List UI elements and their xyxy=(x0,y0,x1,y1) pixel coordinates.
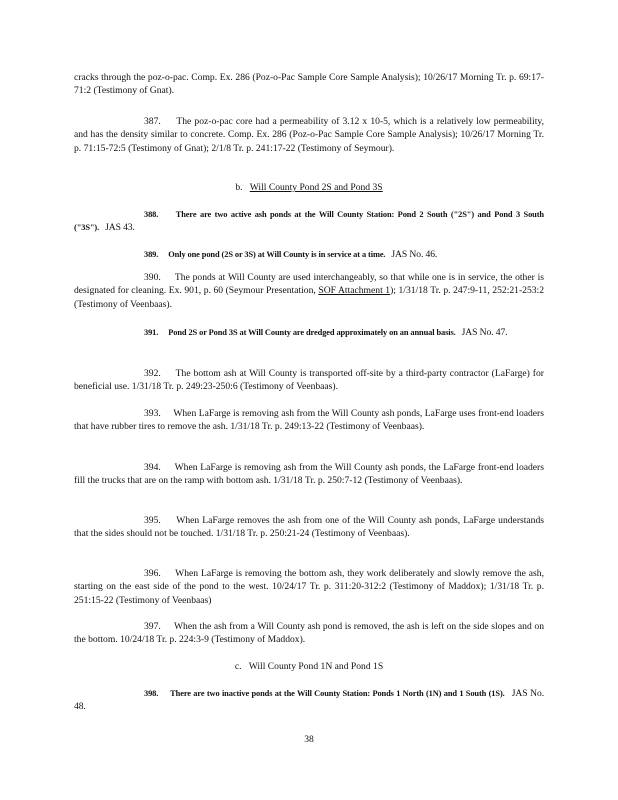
paragraph-number: 398. xyxy=(144,689,159,698)
heading-title: Will County Pond 1N and Pond 1S xyxy=(248,661,384,672)
paragraph-reference: JAS No. 48. xyxy=(74,688,544,713)
paragraph-number: 392. xyxy=(144,368,161,379)
heading-title: Will County Pond 2S and Pond 3S xyxy=(249,182,383,193)
paragraph-text: When the ash from a Will County ash pond is removed, the ash is left on the side slopes and on the bottom. 10/24/18 Tr. p. 224:3-9 (Testimony of Maddox). xyxy=(74,621,544,646)
paragraph-text: There are two inactive ponds at the Will County Station: Ponds 1 North (1N) and 1 South (1S). xyxy=(170,689,505,698)
paragraph-392 xyxy=(74,367,544,394)
paragraph-394 xyxy=(74,461,544,488)
continuation-text: cracks through the poz-o-pac. Comp. Ex. 286 (Poz-o-Pac Sample Core Sample Analysis); 10/26/17 Morning Tr. p. 69:17-71:2 (Testimony of Gnat). xyxy=(74,72,544,97)
paragraph-number: 390. xyxy=(144,272,161,283)
sof-attachment-link: SOF Attachment 1 xyxy=(318,285,391,297)
paragraph-text: When LaFarge is removing ash from the Will County ash ponds, LaFarge uses front-end loaders that have rubber tires to remove the ash. 1/31/18 Tr. p. 249:13-22 (Testimony of Veenbaas). xyxy=(74,408,544,433)
section-heading-b xyxy=(0,182,618,193)
paragraph-reference: JAS 43. xyxy=(105,222,135,234)
paragraph-number: 387. xyxy=(144,116,161,127)
paragraph-number: 396. xyxy=(144,568,161,579)
paragraph-395 xyxy=(74,514,544,541)
paragraph-text: When LaFarge removes the ash from one of the Will County ash ponds, LaFarge understands that the sides should not be touched. 1/31/18 Tr. p. 250:21-24 (Testimony of Veenbaas). xyxy=(74,515,544,540)
page-number: 38 xyxy=(304,734,314,745)
section-heading-c xyxy=(0,661,618,672)
paragraph-text: The poz-o-pac core had a permeability of 3.12 x 10-5, which is a relatively low permeability, and has the density similar to concrete. Comp. Ex. 286 (Poz-o-Pac Sample Core Sample Analysis); 10/26/17 Morning Tr. p. 71:15-72:5 (Testimony of Gnat); 2/1/8 Tr. p. 241:17-22 (Testimony of Seymour). xyxy=(74,116,544,154)
paragraph-reference: JAS No. 47. xyxy=(461,327,508,338)
paragraph-396 xyxy=(74,567,544,607)
paragraph-text: When LaFarge is removing ash from the Will County ash ponds, the LaFarge front-end loaders fill the trucks that are on the ramp with bottom ash. 1/31/18 Tr. p. 250:7-12 (Testimony of Veenbaas). xyxy=(74,462,544,487)
paragraph-text: There are two active ash ponds at the Will County Station: Pond 2 South ("2S") and Pond 3 South ("3S"). xyxy=(74,210,544,233)
paragraph-number: 397. xyxy=(144,621,161,632)
paragraph-number: 395. xyxy=(144,515,161,526)
heading-letter: c. xyxy=(234,661,242,672)
paragraph-continuation xyxy=(74,71,544,98)
paragraph-388 xyxy=(74,208,544,235)
paragraph-397 xyxy=(74,620,544,647)
paragraph-389 xyxy=(74,248,544,261)
paragraph-text: The bottom ash at Will County is transported off-site by a third-party contractor (LaFarge) for beneficial use. 1/31/18 Tr. p. 249:23-250:6 (Testimony of Veenbaas). xyxy=(74,368,544,393)
paragraph-reference: JAS No. 46. xyxy=(391,249,438,260)
paragraph-number: 389. xyxy=(144,250,159,259)
paragraph-number: 393. xyxy=(144,408,161,419)
paragraph-text-after: ); 1/31/18 Tr. p. 247:9-11, 252:21-253:2 (Testimony of Veenbaas). xyxy=(74,285,545,310)
paragraph-390 xyxy=(74,271,544,311)
paragraph-number: 388. xyxy=(144,210,159,219)
paragraph-text: The ponds at Will County are used interchangeably, so that while one is in service, the other is designated for cleaning. Ex. 901, p. 60 (Seymour Presentation, xyxy=(74,272,545,297)
paragraph-398 xyxy=(74,687,544,714)
paragraph-text: Pond 2S or Pond 3S at Will County are dredged approximately on an annual basis. xyxy=(168,328,456,337)
heading-letter: b. xyxy=(235,182,243,193)
paragraph-391 xyxy=(74,326,544,339)
paragraph-number: 394. xyxy=(144,462,161,473)
paragraph-text: When LaFarge is removing the bottom ash, they work deliberately and slowly remove the ash, starting on the east side of the pond to the west. 10/24/17 Tr. p. 311:20-312:2 (Testimony of Maddox); 1/31/18 Tr. p. 251:15-22 (Testimony of Veenbaas) xyxy=(74,568,544,606)
paragraph-393 xyxy=(74,407,544,434)
paragraph-number: 391. xyxy=(144,328,159,337)
paragraph-text: Only one pond (2S or 3S) at Will County is in service at a time. xyxy=(168,250,386,259)
paragraph-387 xyxy=(74,115,544,155)
